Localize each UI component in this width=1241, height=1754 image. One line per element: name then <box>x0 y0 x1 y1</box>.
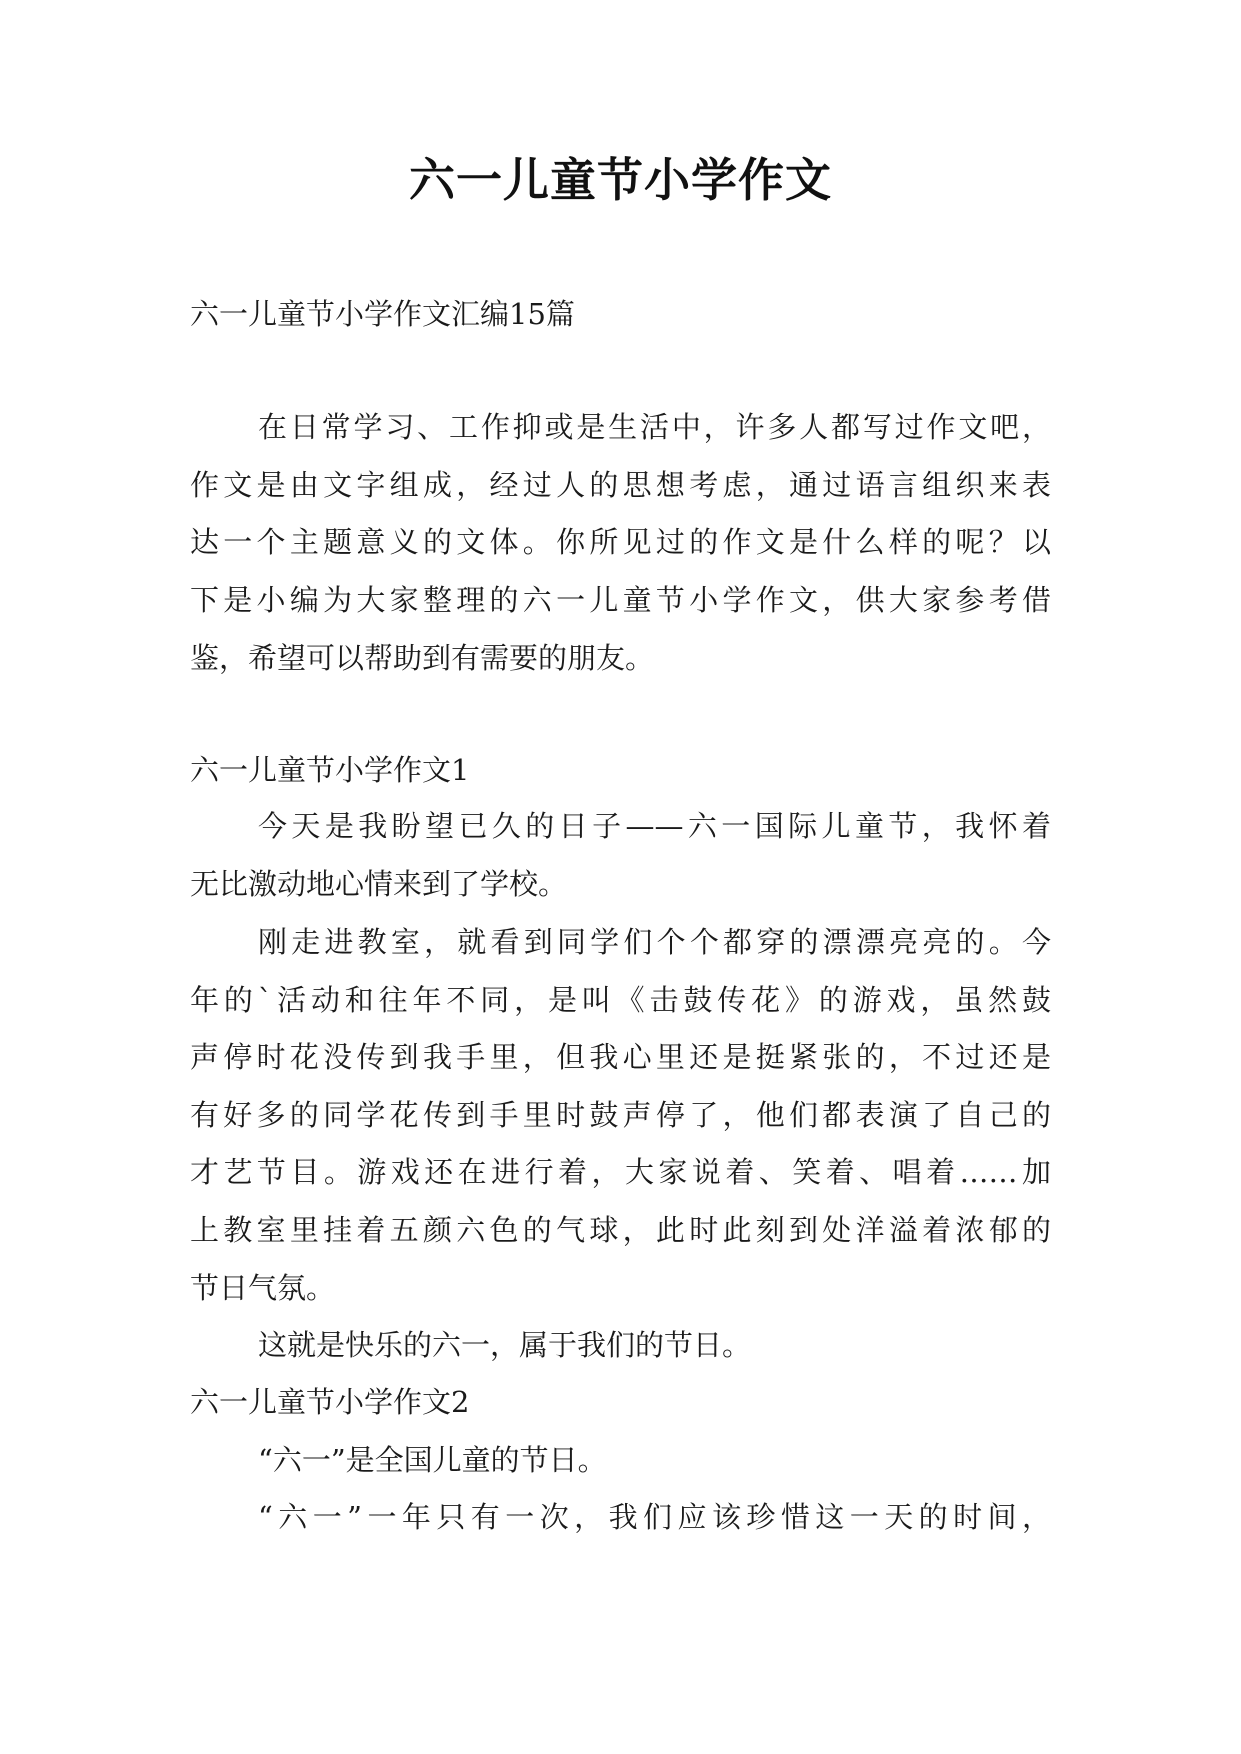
document-title: 六一儿童节小学作文 <box>409 153 832 207</box>
paragraph-line: 声停时花没传到我手里，但我心里还是挺紧张的，不过还是 <box>190 1040 1051 1074</box>
intro-line: 下是小编为大家整理的六一儿童节小学作文，供大家参考借 <box>190 583 1051 617</box>
paragraph-line: 无比激动地心情来到了学校。 <box>190 867 568 901</box>
paragraph-line: 年的`活动和往年不同，是叫《击鼓传花》的游戏，虽然鼓 <box>190 983 1051 1017</box>
collection-subtitle: 六一儿童节小学作文汇编15篇 <box>190 297 575 331</box>
intro-line: 在日常学习、工作抑或是生活中，许多人都写过作文吧， <box>258 410 1051 444</box>
paragraph-line: 有好多的同学花传到手里时鼓声停了，他们都表演了自己的 <box>190 1098 1051 1132</box>
paragraph-line: 这就是快乐的六一，属于我们的节日。 <box>258 1328 752 1362</box>
paragraph-line: 才艺节目。游戏还在进行着，大家说着、笑着、唱着……加 <box>190 1155 1051 1189</box>
paragraph-line: 今天是我盼望已久的日子——六一国际儿童节，我怀着 <box>258 809 1051 843</box>
intro-line: 达一个主题意义的文体。你所见过的作文是什么样的呢？以 <box>190 525 1051 559</box>
intro-line: 鉴，希望可以帮助到有需要的朋友。 <box>190 641 655 675</box>
paragraph-line: “六一”一年只有一次，我们应该珍惜这一天的时间， <box>258 1500 1051 1534</box>
essay-heading: 六一儿童节小学作文1 <box>190 753 470 787</box>
paragraph-line: 上教室里挂着五颜六色的气球，此时此刻到处洋溢着浓郁的 <box>190 1213 1051 1247</box>
paragraph-line: 刚走进教室，就看到同学们个个都穿的漂漂亮亮的。今 <box>258 925 1051 959</box>
paragraph-line: 节日气氛。 <box>190 1271 336 1305</box>
essay-heading: 六一儿童节小学作文2 <box>190 1385 470 1419</box>
intro-line: 作文是由文字组成，经过人的思想考虑，通过语言组织来表 <box>190 468 1051 502</box>
paragraph-line: “六一”是全国儿童的节日。 <box>258 1443 607 1477</box>
